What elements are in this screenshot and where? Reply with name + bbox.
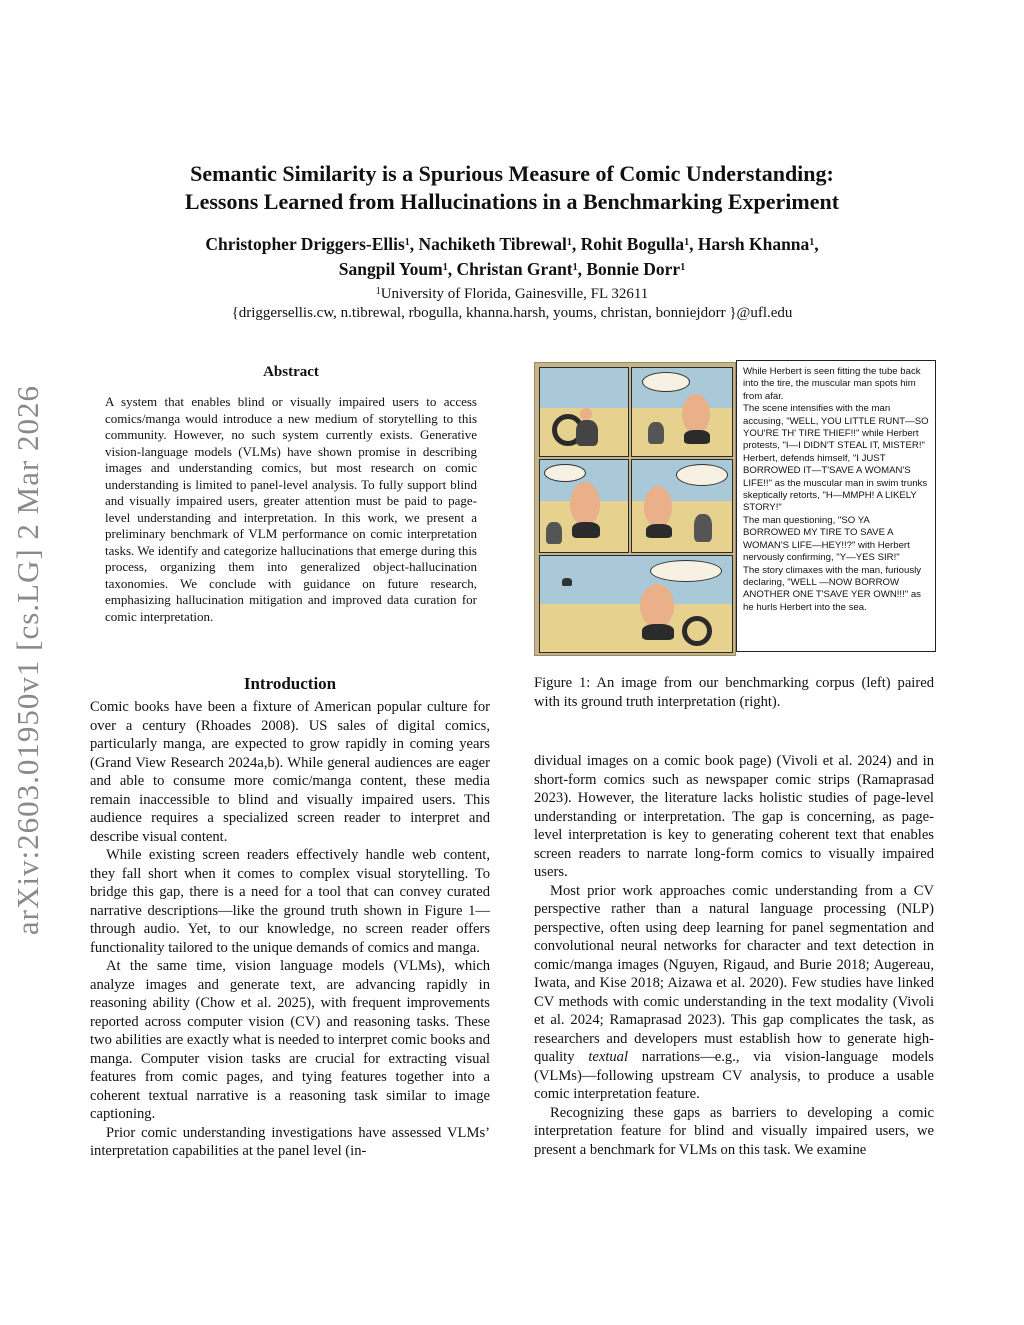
swim-trunks bbox=[684, 430, 710, 444]
author-name: Christan Grant bbox=[456, 259, 573, 279]
author-sep: , bbox=[447, 259, 457, 279]
thrown-figure bbox=[562, 578, 572, 586]
intro-paragraph: While existing screen readers effectively handle web content, they fall short when it comes to complex visual storytelling. To bridge this gap, there is a need for a tool that can convey curated narrative descriptions—like the ground truth shown in Figure 1—through audio. Yet, to our knowledge, no screen reader offers functionality tailored to the unique demands of comics and manga. bbox=[90, 847, 490, 956]
figure-body bbox=[576, 420, 598, 446]
speech-bubble bbox=[544, 464, 586, 482]
author-sep: , bbox=[814, 234, 819, 254]
speech-bubble bbox=[650, 560, 722, 582]
intro-paragraph: At the same time, vision language models (VLMs), which analyze images and generate text, are advancing rapidly in reasoning ability (Chow et al. 2025), with frequent improvements reported across computer vision (CV) and reasoning tasks. These two abilities are exactly what is needed to interpret comic books and manga. Computer vision tasks are crucial for extracting visual features from comic pages, and tying features together into a coherent textual narrative is a reasoning task similar to image captioning. bbox=[90, 958, 490, 1122]
author-name: Bonnie Dorr bbox=[586, 259, 681, 279]
author-affil-sup: 1 bbox=[809, 237, 815, 248]
author-list-line2 bbox=[100, 257, 924, 282]
figure-head bbox=[580, 408, 592, 420]
figure-body bbox=[648, 422, 664, 444]
abstract-body: A system that enables blind or visually impaired users to access comics/manga would introduce a new medium of storytelling to this community. However, no such system currently exists. Generative vision-language models (VLMs) have shown promise in describing images and understanding comics, but most research on comic understanding is limited to panel-level analysis. To fully support blind and visually impaired users, greater attention must be paid to page-level understanding and interpretation. In this work, we present a preliminary benchmark of VLM performance on comic interpretation tasks. We identify and categorize hallucinations that emerge during this process, organizing them into generalized object-hallucination taxonomies. We conclude with guidance on future research, emphasizing hallucination mitigation and improved data curation for comic interpretation. bbox=[105, 394, 477, 624]
comic-panel bbox=[539, 555, 733, 653]
intro-paragraph: Prior comic understanding investigations have assessed VLMs’ interpretation capabilities at the panel level (in- bbox=[90, 1124, 490, 1159]
author-affil-sup: 1 bbox=[572, 262, 578, 273]
author-affil-sup: 1 bbox=[404, 237, 410, 248]
body-paragraph bbox=[534, 882, 934, 1104]
ground-truth-line: The story climaxes with the man, furiously declaring, "WELL —NOW BORROW ANOTHER ONE T'SAVE YER OWN!!!" as he hurls Herbert into the sea. bbox=[743, 564, 922, 613]
body-paragraph: dividual images on a comic book page) (Vivoli et al. 2024) and in short-form comics such as newspaper comic strips (Ramaprasad 2023). However, the literature lacks holistic studies of page-level understanding or interpretation. The gap is concerning, as page-level interpretation is key to generating coherent text that enables screen readers to narrate long-form comics to visually impaired users. bbox=[534, 753, 934, 880]
body-text: Most prior work approaches comic understanding from a CV perspective rather than a natural language processing (NLP) perspective, often using deep learning for panel segmentation and convolutional neural networks for character and text detection in comic/manga images (Nguyen, Rigaud, and Burie 2018; Augereau, Iwata, and Kise 2018; Aizawa et al. 2020). Few studies have linked CV methods with comic understanding in the text modality (Vivoli et al. 2024; Ramaprasad 2023). This gap complicates the task, as researchers and developers must establish how to generate high-quality bbox=[534, 882, 934, 1065]
author-affil-sup: 1 bbox=[684, 237, 690, 248]
comic-panel bbox=[631, 459, 733, 553]
left-column-text bbox=[90, 698, 490, 1161]
author-name: Christopher Driggers-Ellis bbox=[205, 234, 405, 254]
panel-sky bbox=[540, 368, 628, 408]
introduction-heading: Introduction bbox=[243, 674, 337, 693]
comic-panel bbox=[539, 459, 629, 553]
muscular-man-torso bbox=[570, 482, 600, 526]
paper-title-line1: Semantic Similarity is a Spurious Measure of Comic Understanding: bbox=[190, 161, 834, 186]
author-list-line1 bbox=[100, 232, 924, 257]
author-name: Harsh Khanna bbox=[697, 234, 810, 254]
emphasis-text: textual bbox=[588, 1049, 629, 1065]
muscular-man-torso bbox=[682, 394, 710, 434]
author-name: Sangpil Youm bbox=[338, 259, 443, 279]
muscular-man-torso bbox=[644, 486, 672, 528]
speech-bubble bbox=[642, 372, 690, 392]
ground-truth-line: The scene intensifies with the man accusing, "WELL, YOU LITTLE RUNT—SO YOU'RE TH' TIRE THIEF!!" while Herbert protests, "I—I DIDN'T STEAL IT, MISTER!" bbox=[743, 403, 929, 452]
muscular-man-torso bbox=[640, 584, 674, 628]
tire-shape bbox=[682, 616, 712, 646]
author-affil-sup: 1 bbox=[680, 262, 686, 273]
affiliation-text: University of Florida, Gainesville, FL 32611 bbox=[380, 286, 649, 302]
paper-title-line2: Lessons Learned from Hallucinations in a Benchmarking Experiment bbox=[184, 189, 840, 214]
ground-truth-line: Herbert, defends himself, "I JUST BORROWED IT—T'SAVE A WOMAN'S LIFE!!" as the muscular man in swim trunks skeptically retorts, "H—MMPH! A LIKELY STORY!" bbox=[743, 452, 928, 514]
affiliation-sup: 1 bbox=[375, 286, 381, 297]
figure-comic-image bbox=[534, 362, 736, 656]
author-sep: , bbox=[689, 234, 698, 254]
figure-ground-truth-text bbox=[736, 360, 936, 652]
body-paragraph: Recognizing these gaps as barriers to developing a comic interpretation feature for blind and visually impaired users, we present a benchmark for VLMs on this task. We examine bbox=[534, 1104, 934, 1158]
ground-truth-line: While Herbert is seen fitting the tube back into the tire, the muscular man spots him from afar. bbox=[743, 366, 921, 402]
author-emails: {driggersellis.cw, n.tibrewal, rbogulla, khanna.harsh, youms, christan, bonniejdorr }@ufl.edu bbox=[231, 305, 793, 321]
swim-trunks bbox=[572, 522, 600, 538]
comic-panel bbox=[539, 367, 629, 457]
affiliation bbox=[100, 284, 924, 304]
arxiv-watermark: arXiv:2603.01950v1 [cs.LG] 2 Mar 2026 bbox=[10, 384, 45, 936]
figure-caption: Figure 1: An image from our benchmarking corpus (left) paired with its ground truth interpretation (right). bbox=[534, 675, 934, 710]
author-sep: , bbox=[409, 234, 419, 254]
author-name: Rohit Bogulla bbox=[580, 234, 685, 254]
swim-trunks bbox=[642, 624, 674, 640]
body-text: narrations—e.g., via vision-language models (VLMs)—following upstream CV analysis, to produce a usable comic interpretation feature. bbox=[534, 1049, 934, 1102]
figure-body bbox=[546, 522, 562, 544]
swim-trunks bbox=[646, 524, 672, 538]
speech-bubble bbox=[676, 464, 728, 486]
comic-panel bbox=[631, 367, 733, 457]
abstract-heading: Abstract bbox=[263, 364, 319, 380]
author-name: Nachiketh Tibrewal bbox=[418, 234, 567, 254]
author-affil-sup: 1 bbox=[566, 237, 572, 248]
author-sep: , bbox=[577, 259, 587, 279]
intro-paragraph: Comic books have been a fixture of American popular culture for over a century (Rhoades 2008). US sales of digital comics, particularly manga, are expected to grow rapidly in coming years (Grand View Research 2024a,b). While general audiences are eager and able to consume more comic/manga content, these media remain inaccessible to blind and visually impaired users. This audience requires a specialized screen reader to interpret and describe visual content. bbox=[90, 699, 490, 845]
right-column-text bbox=[534, 752, 934, 1159]
figure-body bbox=[694, 514, 712, 542]
ground-truth-line: The man questioning, "SO YA BORROWED MY TIRE TO SAVE A WOMAN'S LIFE—HEY!!?" with Herbert nervously confirming, "Y—YES SIR!" bbox=[743, 514, 910, 564]
author-affil-sup: 1 bbox=[442, 262, 448, 273]
author-sep: , bbox=[571, 234, 581, 254]
